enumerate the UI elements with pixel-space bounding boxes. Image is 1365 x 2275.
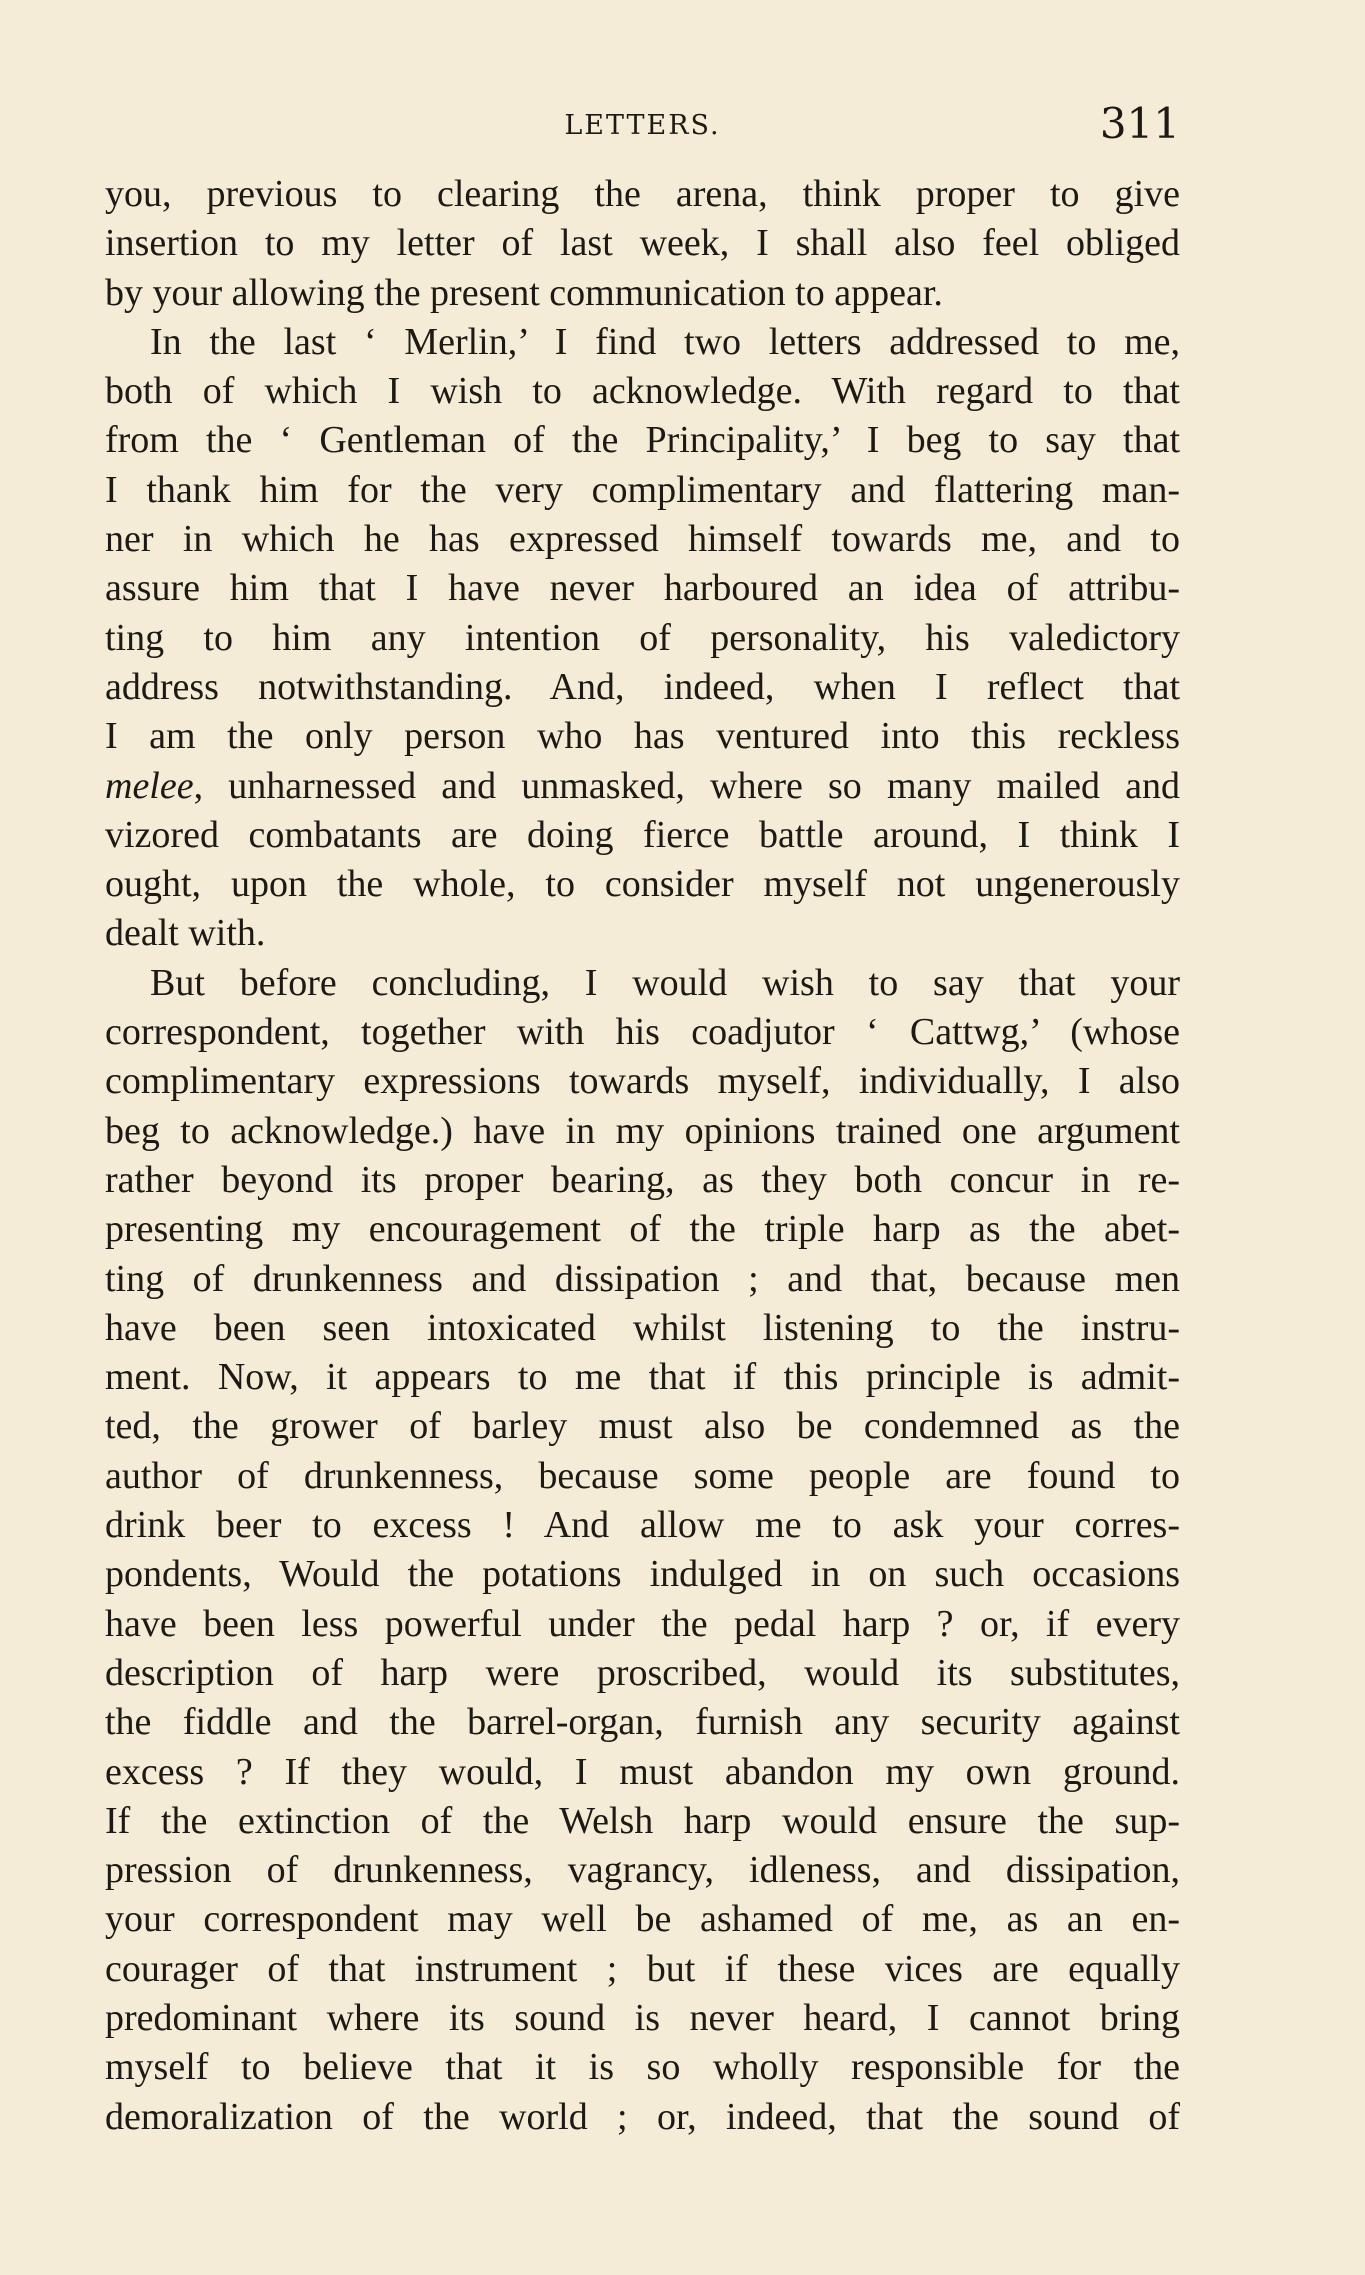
text-line: beg to acknowledge.) have in my opinions trained one argument xyxy=(105,1109,1180,1152)
text-line: ner in which he has expressed himself towards me, and to xyxy=(105,518,1180,561)
text-line: ment. Now, it appears to me that if this principle is admit- xyxy=(105,1356,1180,1399)
text-line: courager of that instrument ; but if these vices are equally xyxy=(105,1947,1180,1990)
text-line: assure him that I have never harboured an idea of attribu- xyxy=(105,567,1180,610)
text-line xyxy=(105,762,1180,811)
text-line: from the ‘ Gentleman of the Principality,’ I beg to say that xyxy=(105,419,1180,462)
line-remainder: , unharnessed and unmasked, where so many mailed and xyxy=(193,764,1180,807)
text-line: ought, upon the whole, to consider myself not ungenerously xyxy=(105,863,1180,906)
text-line: predominant where its sound is never heard, I cannot bring xyxy=(105,1996,1180,2039)
text-line: have been less powerful under the pedal harp ? or, if every xyxy=(105,1602,1180,1645)
text-line: In the last ‘ Merlin,’ I find two letters addressed to me, xyxy=(150,320,1180,363)
text-line: rather beyond its proper bearing, as they both concur in re- xyxy=(105,1158,1180,1201)
text-line: vizored combatants are doing fierce battle around, I think I xyxy=(105,813,1180,856)
text-line: both of which I wish to acknowledge. With regard to that xyxy=(105,370,1180,413)
text-line: excess ? If they would, I must abandon my own ground. xyxy=(105,1750,1180,1793)
text-line: ted, the grower of barley must also be condemned as the xyxy=(105,1405,1180,1448)
text-line: by your allowing the present communication to appear. xyxy=(105,271,943,314)
text-line: dealt with. xyxy=(105,912,266,955)
text-line: description of harp were proscribed, would its substitutes, xyxy=(105,1651,1180,1694)
text-line: demoralization of the world ; or, indeed, that the sound of xyxy=(105,2095,1180,2138)
text-line: complimentary expressions towards myself, individually, I also xyxy=(105,1060,1180,1103)
text-line: But before concluding, I would wish to say that your xyxy=(150,961,1180,1004)
text-line: I thank him for the very complimentary and flattering man- xyxy=(105,468,1180,511)
text-line: I am the only person who has ventured into this reckless xyxy=(105,715,1180,758)
italic-word: melee xyxy=(105,764,194,807)
text-line: have been seen intoxicated whilst listening to the instru- xyxy=(105,1306,1180,1349)
page-number: 311 xyxy=(1099,99,1180,148)
text-line: your correspondent may well be ashamed of me, as an en- xyxy=(105,1898,1180,1941)
text-line: pression of drunkenness, vagrancy, idleness, and dissipation, xyxy=(105,1849,1180,1892)
text-line: presenting my encouragement of the triple harp as the abet- xyxy=(105,1208,1180,1251)
text-line: the fiddle and the barrel-organ, furnish any security against xyxy=(105,1701,1180,1744)
text-line: drink beer to excess ! And allow me to ask your corres- xyxy=(105,1504,1180,1547)
text-line: insertion to my letter of last week, I shall also feel obliged xyxy=(105,222,1180,265)
text-line: myself to believe that it is so wholly responsible for the xyxy=(105,2046,1180,2089)
body-text xyxy=(105,170,1180,2142)
text-line: correspondent, together with his coadjutor ‘ Cattwg,’ (whose xyxy=(105,1011,1180,1054)
text-line: address notwithstanding. And, indeed, when I reflect that xyxy=(105,665,1180,708)
text-line: pondents, Would the potations indulged in on such occasions xyxy=(105,1553,1180,1596)
running-title: LETTERS. xyxy=(564,110,721,141)
text-line: ting of drunkenness and dissipation ; and that, because men xyxy=(105,1257,1180,1300)
text-line: If the extinction of the Welsh harp would ensure the sup- xyxy=(105,1799,1180,1842)
text-line: ting to him any intention of personality, his valedictory xyxy=(105,616,1180,659)
text-line: author of drunkenness, because some people are found to xyxy=(105,1454,1180,1497)
running-head xyxy=(105,100,1180,150)
text-line: you, previous to clearing the arena, think proper to give xyxy=(105,173,1180,215)
